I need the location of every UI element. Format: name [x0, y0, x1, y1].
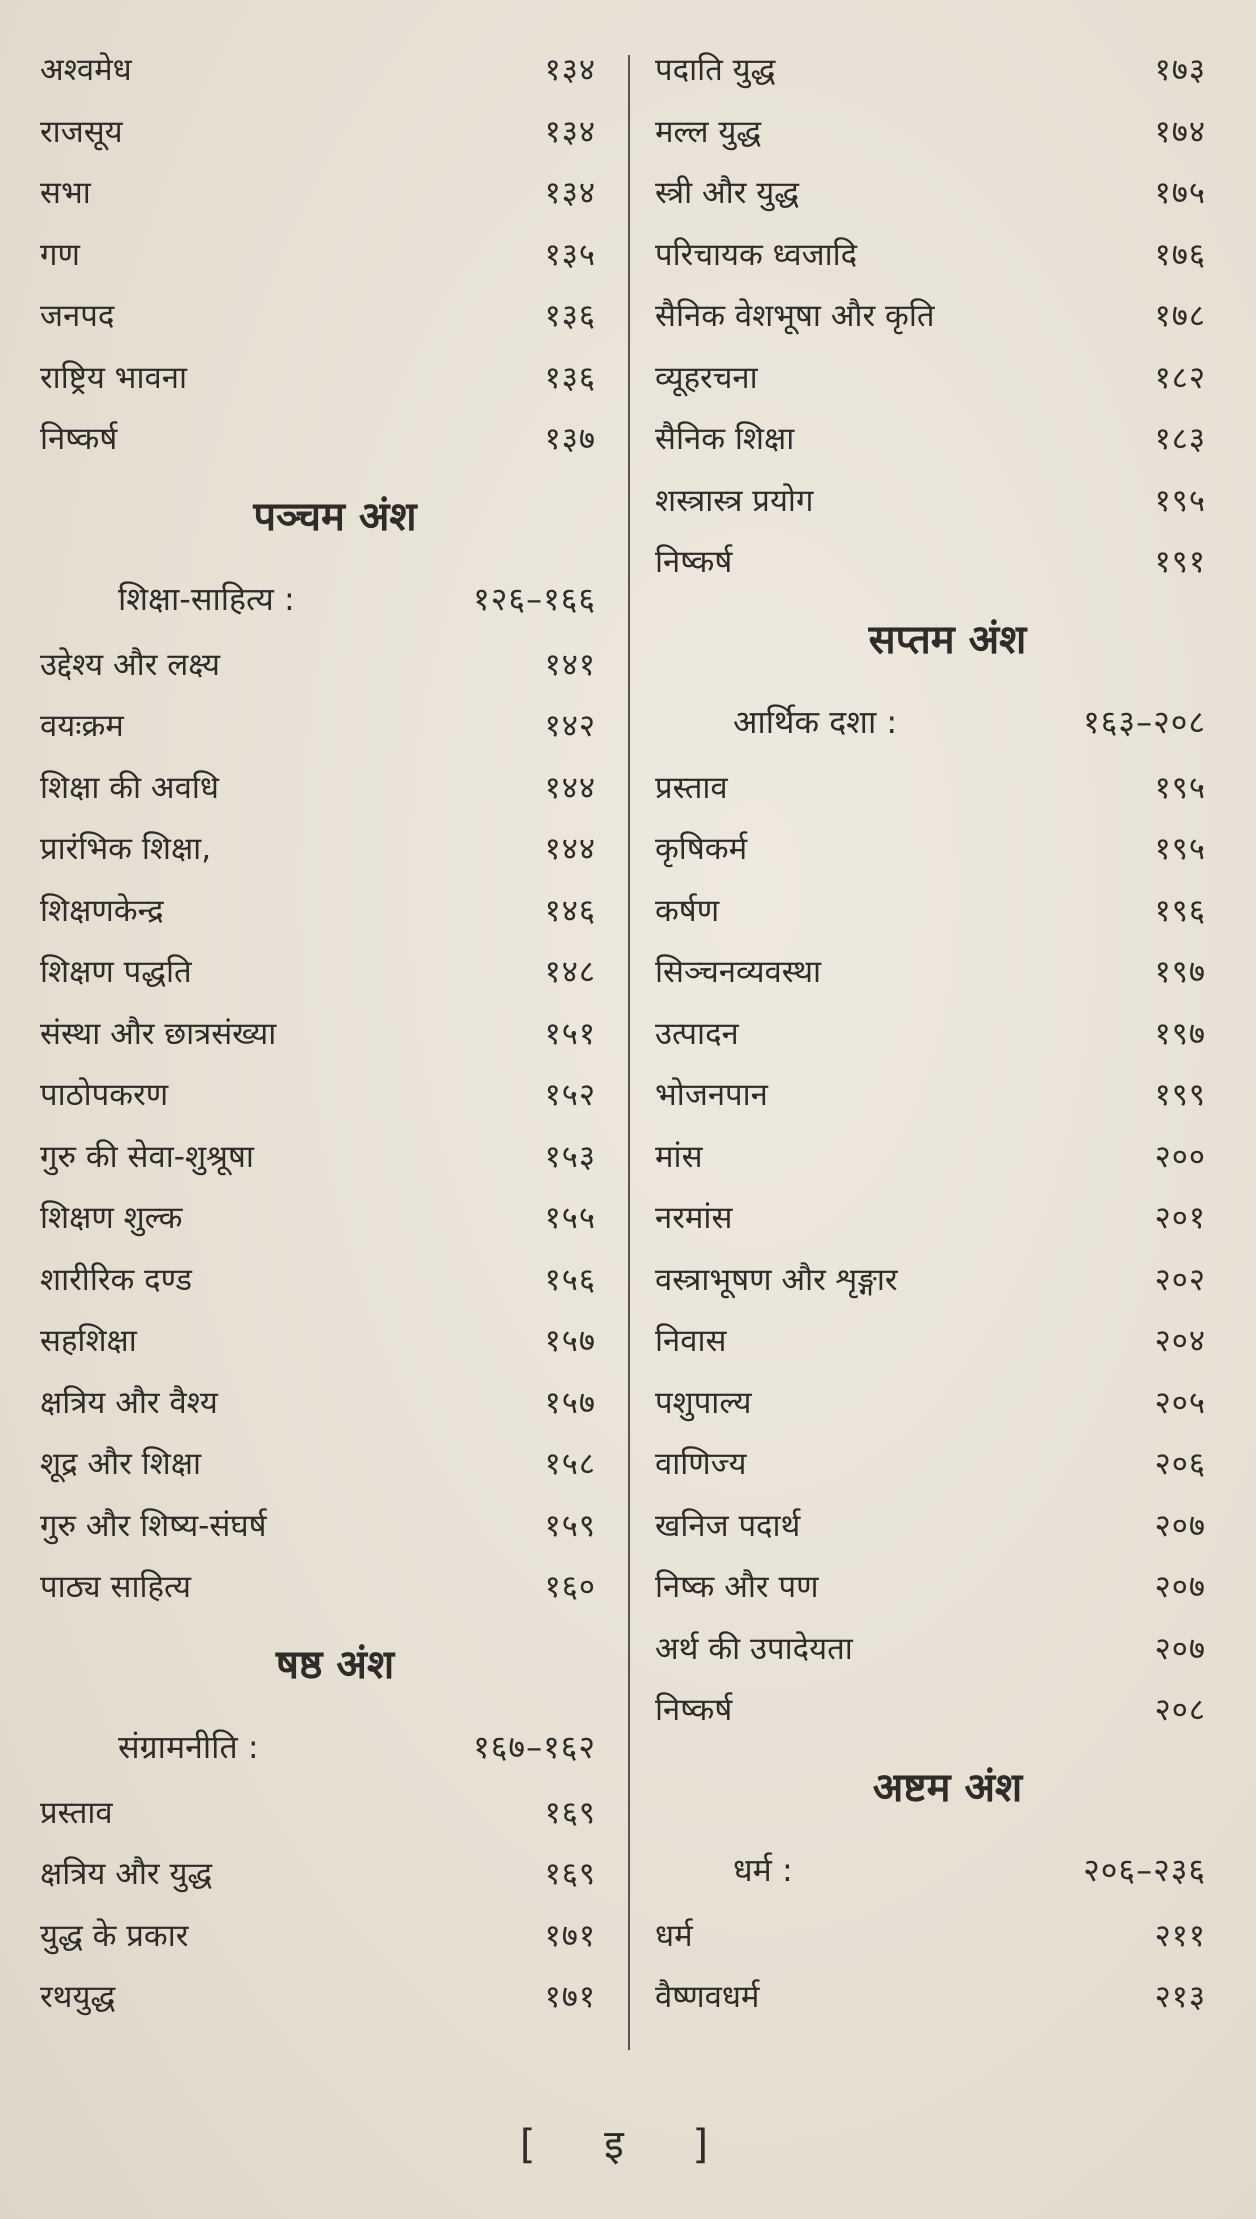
- toc-entry: [655, 102, 1210, 164]
- entry-page: १७६: [1154, 236, 1206, 273]
- entry-page: १४१: [544, 646, 596, 683]
- part7-entries: [655, 758, 1210, 1742]
- entry-title: प्रस्ताव: [655, 769, 728, 806]
- entry-title: शिक्षण पद्धति: [40, 954, 192, 990]
- entry-page: १५२: [544, 1077, 596, 1113]
- subject-title: आर्थिक दशा :: [733, 702, 898, 741]
- entry-page: १७१: [544, 1917, 596, 1954]
- entry-page: १५५: [544, 1200, 596, 1236]
- toc-entry: [655, 881, 1210, 943]
- entry-title: पाठ्य साहित्य: [40, 1569, 191, 1605]
- toc-entry: [40, 1065, 600, 1127]
- toc-entry: [40, 696, 600, 758]
- entry-page: १६९: [544, 1794, 596, 1831]
- toc-entry: [655, 1906, 1210, 1968]
- entry-page: १५६: [544, 1261, 596, 1298]
- toc-entry: [40, 881, 600, 943]
- entry-title: निवास: [655, 1323, 727, 1359]
- toc-entry: [655, 942, 1210, 1004]
- entry-page: १८२: [1154, 359, 1206, 396]
- toc-entry: [40, 1188, 600, 1250]
- toc-entry: [40, 1434, 600, 1496]
- entry-page: २०८: [1154, 1692, 1206, 1728]
- toc-entry: [655, 1250, 1210, 1312]
- toc-entry: [655, 1065, 1210, 1127]
- entry-title: स्त्री और युद्ध: [655, 175, 800, 211]
- entry-title: अश्वमेध: [40, 52, 132, 88]
- toc-entry: [40, 1783, 600, 1845]
- entry-title: सैनिक वेशभूषा और कृति: [655, 298, 935, 334]
- toc-entry: [655, 819, 1210, 881]
- toc-entry: [40, 163, 600, 225]
- toc-entry: [40, 758, 600, 820]
- entry-page: १५७: [544, 1384, 596, 1421]
- part-heading: षष्ठ अंश: [275, 1641, 395, 1688]
- toc-entry: [40, 1906, 600, 1968]
- page-folio: [ इ ]: [519, 2122, 737, 2168]
- toc-entry: [655, 1004, 1210, 1066]
- entry-title: परिचायक ध्वजादि: [655, 236, 858, 273]
- entry-title: भोजनपान: [655, 1077, 768, 1113]
- toc-entry: [655, 1967, 1210, 2029]
- entry-title: कृषिकर्म: [655, 831, 748, 867]
- entry-title: युद्ध के प्रकार: [40, 1917, 189, 1954]
- entry-page: १९६: [1154, 892, 1206, 929]
- entry-page: १५१: [544, 1015, 596, 1052]
- entry-page: २१३: [1154, 1979, 1206, 2015]
- part-heading: पञ्चम अंश: [253, 493, 417, 540]
- toc-entry: [40, 225, 600, 287]
- subject-title: संग्रामनीति :: [118, 1727, 259, 1766]
- entry-title: निष्कर्ष: [655, 544, 733, 580]
- entry-page: १३४: [544, 52, 596, 88]
- entry-title: शिक्षण शुल्क: [40, 1200, 183, 1236]
- toc-entry: [40, 635, 600, 697]
- entry-page: २०६: [1154, 1446, 1206, 1482]
- entry-page: १९९: [1154, 1077, 1206, 1113]
- toc-entry: [40, 1844, 600, 1906]
- toc-entry: [655, 1311, 1210, 1373]
- toc-entry: [40, 1373, 600, 1435]
- entry-title: सभा: [40, 175, 91, 211]
- entry-title: निष्कर्ष: [655, 1692, 733, 1728]
- toc-entry: [40, 102, 600, 164]
- entry-title: क्षत्रिय और वैश्य: [40, 1384, 218, 1421]
- entry-page: १४६: [544, 892, 596, 929]
- entry-page: १९१: [1154, 544, 1206, 580]
- part6-entries: [40, 1783, 600, 2029]
- toc-entry: [40, 286, 600, 348]
- toc-entry: [40, 1967, 600, 2029]
- toc-entry: [40, 942, 600, 1004]
- entry-title: जनपद: [40, 298, 115, 334]
- entry-page: २०४: [1154, 1323, 1206, 1359]
- toc-entry: [40, 1311, 600, 1373]
- entry-page: १६९: [544, 1856, 596, 1892]
- toc-entry: [655, 1557, 1210, 1619]
- entry-page: १५८: [544, 1446, 596, 1482]
- entry-page: १३७: [544, 421, 596, 457]
- entry-page: १९५: [1154, 769, 1206, 806]
- entry-title: सैनिक शिक्षा: [655, 421, 795, 457]
- part-heading: अष्टम अंश: [872, 1764, 1023, 1811]
- entry-page: १५३: [544, 1138, 596, 1175]
- toc-entry: [655, 225, 1210, 287]
- entry-title: क्षत्रिय और युद्ध: [40, 1856, 213, 1892]
- entry-title: अर्थ की उपादेयता: [655, 1630, 853, 1667]
- part-subject: [40, 1711, 600, 1783]
- entry-title: सिञ्चनव्यवस्था: [655, 954, 822, 990]
- entry-title: शस्त्रास्त्र प्रयोग: [655, 482, 814, 519]
- entry-title: वस्त्राभूषण और शृङ्गार: [655, 1261, 898, 1298]
- part8-entries: [655, 1906, 1210, 2029]
- entry-page: १७५: [1154, 175, 1206, 211]
- entry-title: व्यूहरचना: [655, 359, 758, 396]
- toc-entry: [655, 409, 1210, 471]
- part-subject: [655, 1834, 1210, 1906]
- toc-entry: [655, 286, 1210, 348]
- subject-page-range: २०६–२३६: [1083, 1850, 1206, 1889]
- part5-entries: [40, 635, 600, 1619]
- left-top-list: [40, 40, 600, 471]
- column-divider: [628, 55, 630, 2050]
- entry-page: १९७: [1154, 954, 1206, 990]
- toc-entry: [655, 1619, 1210, 1681]
- entry-title: शूद्र और शिक्षा: [40, 1446, 202, 1482]
- entry-page: १६०: [544, 1569, 596, 1605]
- toc-entry: [655, 1188, 1210, 1250]
- entry-title: वयःक्रम: [40, 708, 124, 744]
- toc-entry: [40, 409, 600, 471]
- entry-title: सहशिक्षा: [40, 1323, 137, 1359]
- entry-title: गुरु और शिष्य-संघर्ष: [40, 1507, 267, 1544]
- toc-entry: [655, 1373, 1210, 1435]
- entry-page: १४२: [544, 708, 596, 744]
- subject-title: शिक्षा-साहित्य :: [118, 579, 295, 618]
- entry-title: कर्षण: [655, 892, 720, 929]
- entry-page: २००: [1154, 1138, 1206, 1175]
- subject-page-range: १६७–१६२: [473, 1727, 596, 1766]
- toc-entry: [40, 348, 600, 410]
- entry-title: पदाति युद्ध: [655, 52, 776, 88]
- subject-title: धर्म :: [733, 1850, 793, 1889]
- entry-title: शारीरिक दण्ड: [40, 1261, 192, 1298]
- entry-title: वैष्णवधर्म: [655, 1979, 760, 2015]
- entry-page: १३५: [544, 236, 596, 273]
- toc-entry: [40, 1004, 600, 1066]
- toc-entry: [655, 1127, 1210, 1189]
- entry-page: २०२: [1154, 1261, 1206, 1298]
- entry-title: गण: [40, 236, 80, 273]
- toc-entry: [655, 1434, 1210, 1496]
- entry-title: गुरु की सेवा-शुश्रूषा: [40, 1138, 254, 1175]
- entry-title: उद्देश्य और लक्ष्य: [40, 646, 221, 683]
- entry-title: धर्म: [655, 1917, 693, 1954]
- part-heading: सप्तम अंश: [868, 616, 1027, 663]
- toc-entry: [655, 163, 1210, 225]
- entry-title: मांस: [655, 1138, 703, 1175]
- subject-page-range: १६३–२०८: [1083, 702, 1206, 741]
- part-subject: [655, 686, 1210, 758]
- entry-page: १३४: [544, 113, 596, 150]
- toc-entry: [655, 348, 1210, 410]
- entry-title: राजसूय: [40, 113, 123, 150]
- right-top-list: [655, 40, 1210, 594]
- entry-title: रथयुद्ध: [40, 1979, 116, 2015]
- entry-page: १४४: [544, 769, 596, 806]
- entry-page: २११: [1154, 1917, 1206, 1954]
- entry-title: प्रस्ताव: [40, 1794, 113, 1831]
- entry-page: २०७: [1154, 1569, 1206, 1605]
- toc-entry: [40, 1127, 600, 1189]
- entry-title: शिक्षणकेन्द्र: [40, 892, 164, 929]
- toc-entry: [40, 1250, 600, 1312]
- entry-page: १९५: [1154, 831, 1206, 867]
- entry-title: संस्था और छात्रसंख्या: [40, 1015, 277, 1052]
- toc-entry: [655, 758, 1210, 820]
- toc-entry: [40, 40, 600, 102]
- entry-page: १७८: [1154, 298, 1206, 334]
- entry-page: १९७: [1154, 1015, 1206, 1052]
- toc-entry: [40, 819, 600, 881]
- entry-title: निष्कर्ष: [40, 421, 118, 457]
- entry-page: १५९: [544, 1507, 596, 1544]
- left-column: [40, 40, 600, 2029]
- right-column: [655, 40, 1210, 2029]
- toc-entry: [655, 532, 1210, 594]
- entry-page: १३६: [544, 359, 596, 396]
- entry-page: २०७: [1154, 1507, 1206, 1544]
- subject-page-range: १२६–१६६: [473, 579, 596, 618]
- entry-title: शिक्षा की अवधि: [40, 769, 219, 806]
- entry-page: २०७: [1154, 1630, 1206, 1667]
- entry-page: १३६: [544, 298, 596, 334]
- entry-title: पाठोपकरण: [40, 1077, 169, 1113]
- entry-title: वाणिज्य: [655, 1446, 747, 1482]
- entry-page: १७१: [544, 1979, 596, 2015]
- toc-entry: [655, 1680, 1210, 1742]
- toc-entry: [40, 1496, 600, 1558]
- entry-page: १३४: [544, 175, 596, 211]
- entry-title: मल्ल युद्ध: [655, 113, 762, 150]
- entry-page: १७३: [1154, 52, 1206, 88]
- entry-page: १९५: [1154, 482, 1206, 519]
- entry-page: २०५: [1154, 1384, 1206, 1421]
- entry-title: राष्ट्रिय भावना: [40, 359, 187, 396]
- part-subject: [40, 563, 600, 635]
- entry-title: निष्क और पण: [655, 1569, 819, 1605]
- entry-page: २०१: [1154, 1200, 1206, 1236]
- entry-title: उत्पादन: [655, 1015, 739, 1052]
- toc-entry: [655, 471, 1210, 533]
- entry-page: १८३: [1154, 421, 1206, 457]
- toc-entry: [40, 1557, 600, 1619]
- entry-page: १७४: [1154, 113, 1206, 150]
- toc-entry: [655, 1496, 1210, 1558]
- entry-page: १४४: [544, 831, 596, 867]
- entry-page: १४८: [544, 954, 596, 990]
- entry-title: खनिज पदार्थ: [655, 1507, 801, 1544]
- entry-title: प्रारंभिक शिक्षा,: [40, 831, 212, 867]
- entry-title: नरमांस: [655, 1200, 733, 1236]
- entry-title: पशुपाल्य: [655, 1384, 752, 1421]
- entry-page: १५७: [544, 1323, 596, 1359]
- toc-entry: [655, 40, 1210, 102]
